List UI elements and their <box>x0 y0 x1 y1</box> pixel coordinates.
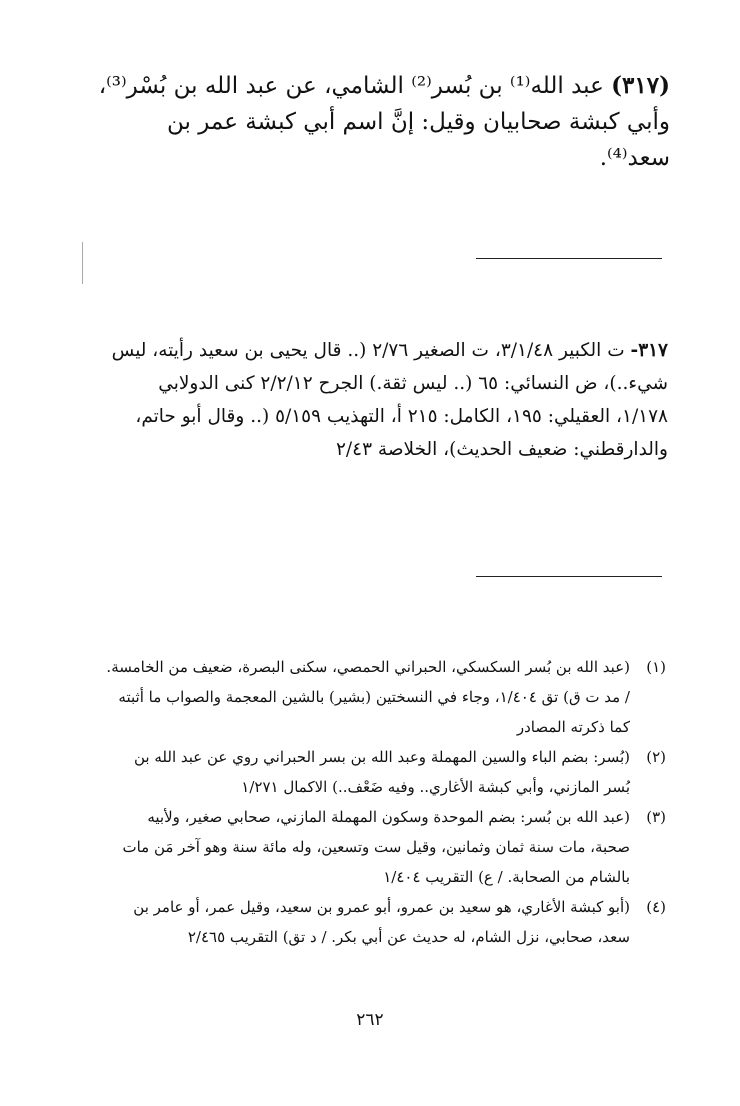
footnote-number: (٢) <box>646 748 666 766</box>
page-number: ٢٦٢ <box>356 1010 384 1030</box>
footnote-number: (٤) <box>646 898 666 916</box>
footnote-text: (أبو كبشة الأغاري، هو سعيد بن عمرو، أبو عمرو بن سعيد، وقيل عمر، أو عامر بن سعد، صحابي، نزل الشام، له حديث عن أبي بكر. / د تق) التقريب ٢/٤٦٥ <box>133 898 630 946</box>
margin-mark <box>82 242 83 284</box>
entry-text: عبد الله⁽¹⁾ بن بُسر⁽²⁾ الشامي، عن عبد الله بن بُسْر⁽³⁾، وأبي كبشة صحابيان وقيل: إنَّ اسم أبي كبشة عمر بن سعد⁽⁴⁾. <box>98 73 670 171</box>
footnote-number: (١) <box>646 658 666 676</box>
footnote-divider <box>476 576 662 577</box>
references-number: ٣١٧- <box>630 340 668 361</box>
footnote-text: (عبد الله بن بُسر: بضم الموحدة وسكون المهملة المازني، صحابي صغير، ولأبيه صحبة، مات سنة ثمان وثمانين، وقيل ست وتسعين، وله مائة سنة وهو آخر مَن مات بالشام من الصحابة. / ع) التقريب ١/٤٠٤ <box>122 808 630 886</box>
main-entry <box>90 68 670 176</box>
footnote-item <box>106 742 666 802</box>
footnote-number: (٣) <box>646 808 666 826</box>
entry-number: (٣١٧) <box>611 72 670 99</box>
section-divider <box>476 258 662 259</box>
footnote-text: (بُسر: بضم الباء والسين المهملة وعبد الله بن بسر الحبراني روي عن عبد الله بن بُسر المازني، وأبي كبشة الأغاري.. وفيه ضَعْف..) الاكمال ١/٢٧١ <box>134 748 630 796</box>
footnote-text: (عبد الله بن بُسر السكسكي، الحبراني الحمصي، سكنى البصرة، ضعيف من الخامسة. / مد ت ق) تق ١/٤٠٤، وجاء في النسختين (بشير) بالشين المعجمة والصواب ما أثبته كما ذكرته المصادر <box>106 658 630 736</box>
footnote-item <box>106 802 666 892</box>
references-text: ت الكبير ٣/١/٤٨، ت الصغير ٢/٧٦ (.. قال يحيى بن سعيد رأيته، ليس شيء..)، ض النسائي: ٦٥ (.. ليس ثقة.) الجرح ٢/٢/١٢ كنى الدولابي ١/١٧٨، العقيلي: ١٩٥، الكامل: ٢١٥ أ، التهذيب ٥/١٥٩ (.. وقال أبو حاتم، والدارقطني: ضعيف الحديث)، الخلاصة ٢/٤٣ <box>111 340 668 460</box>
footnotes-block <box>106 652 666 952</box>
references-block <box>108 334 668 466</box>
footnote-item <box>106 652 666 742</box>
footnote-item <box>106 892 666 952</box>
